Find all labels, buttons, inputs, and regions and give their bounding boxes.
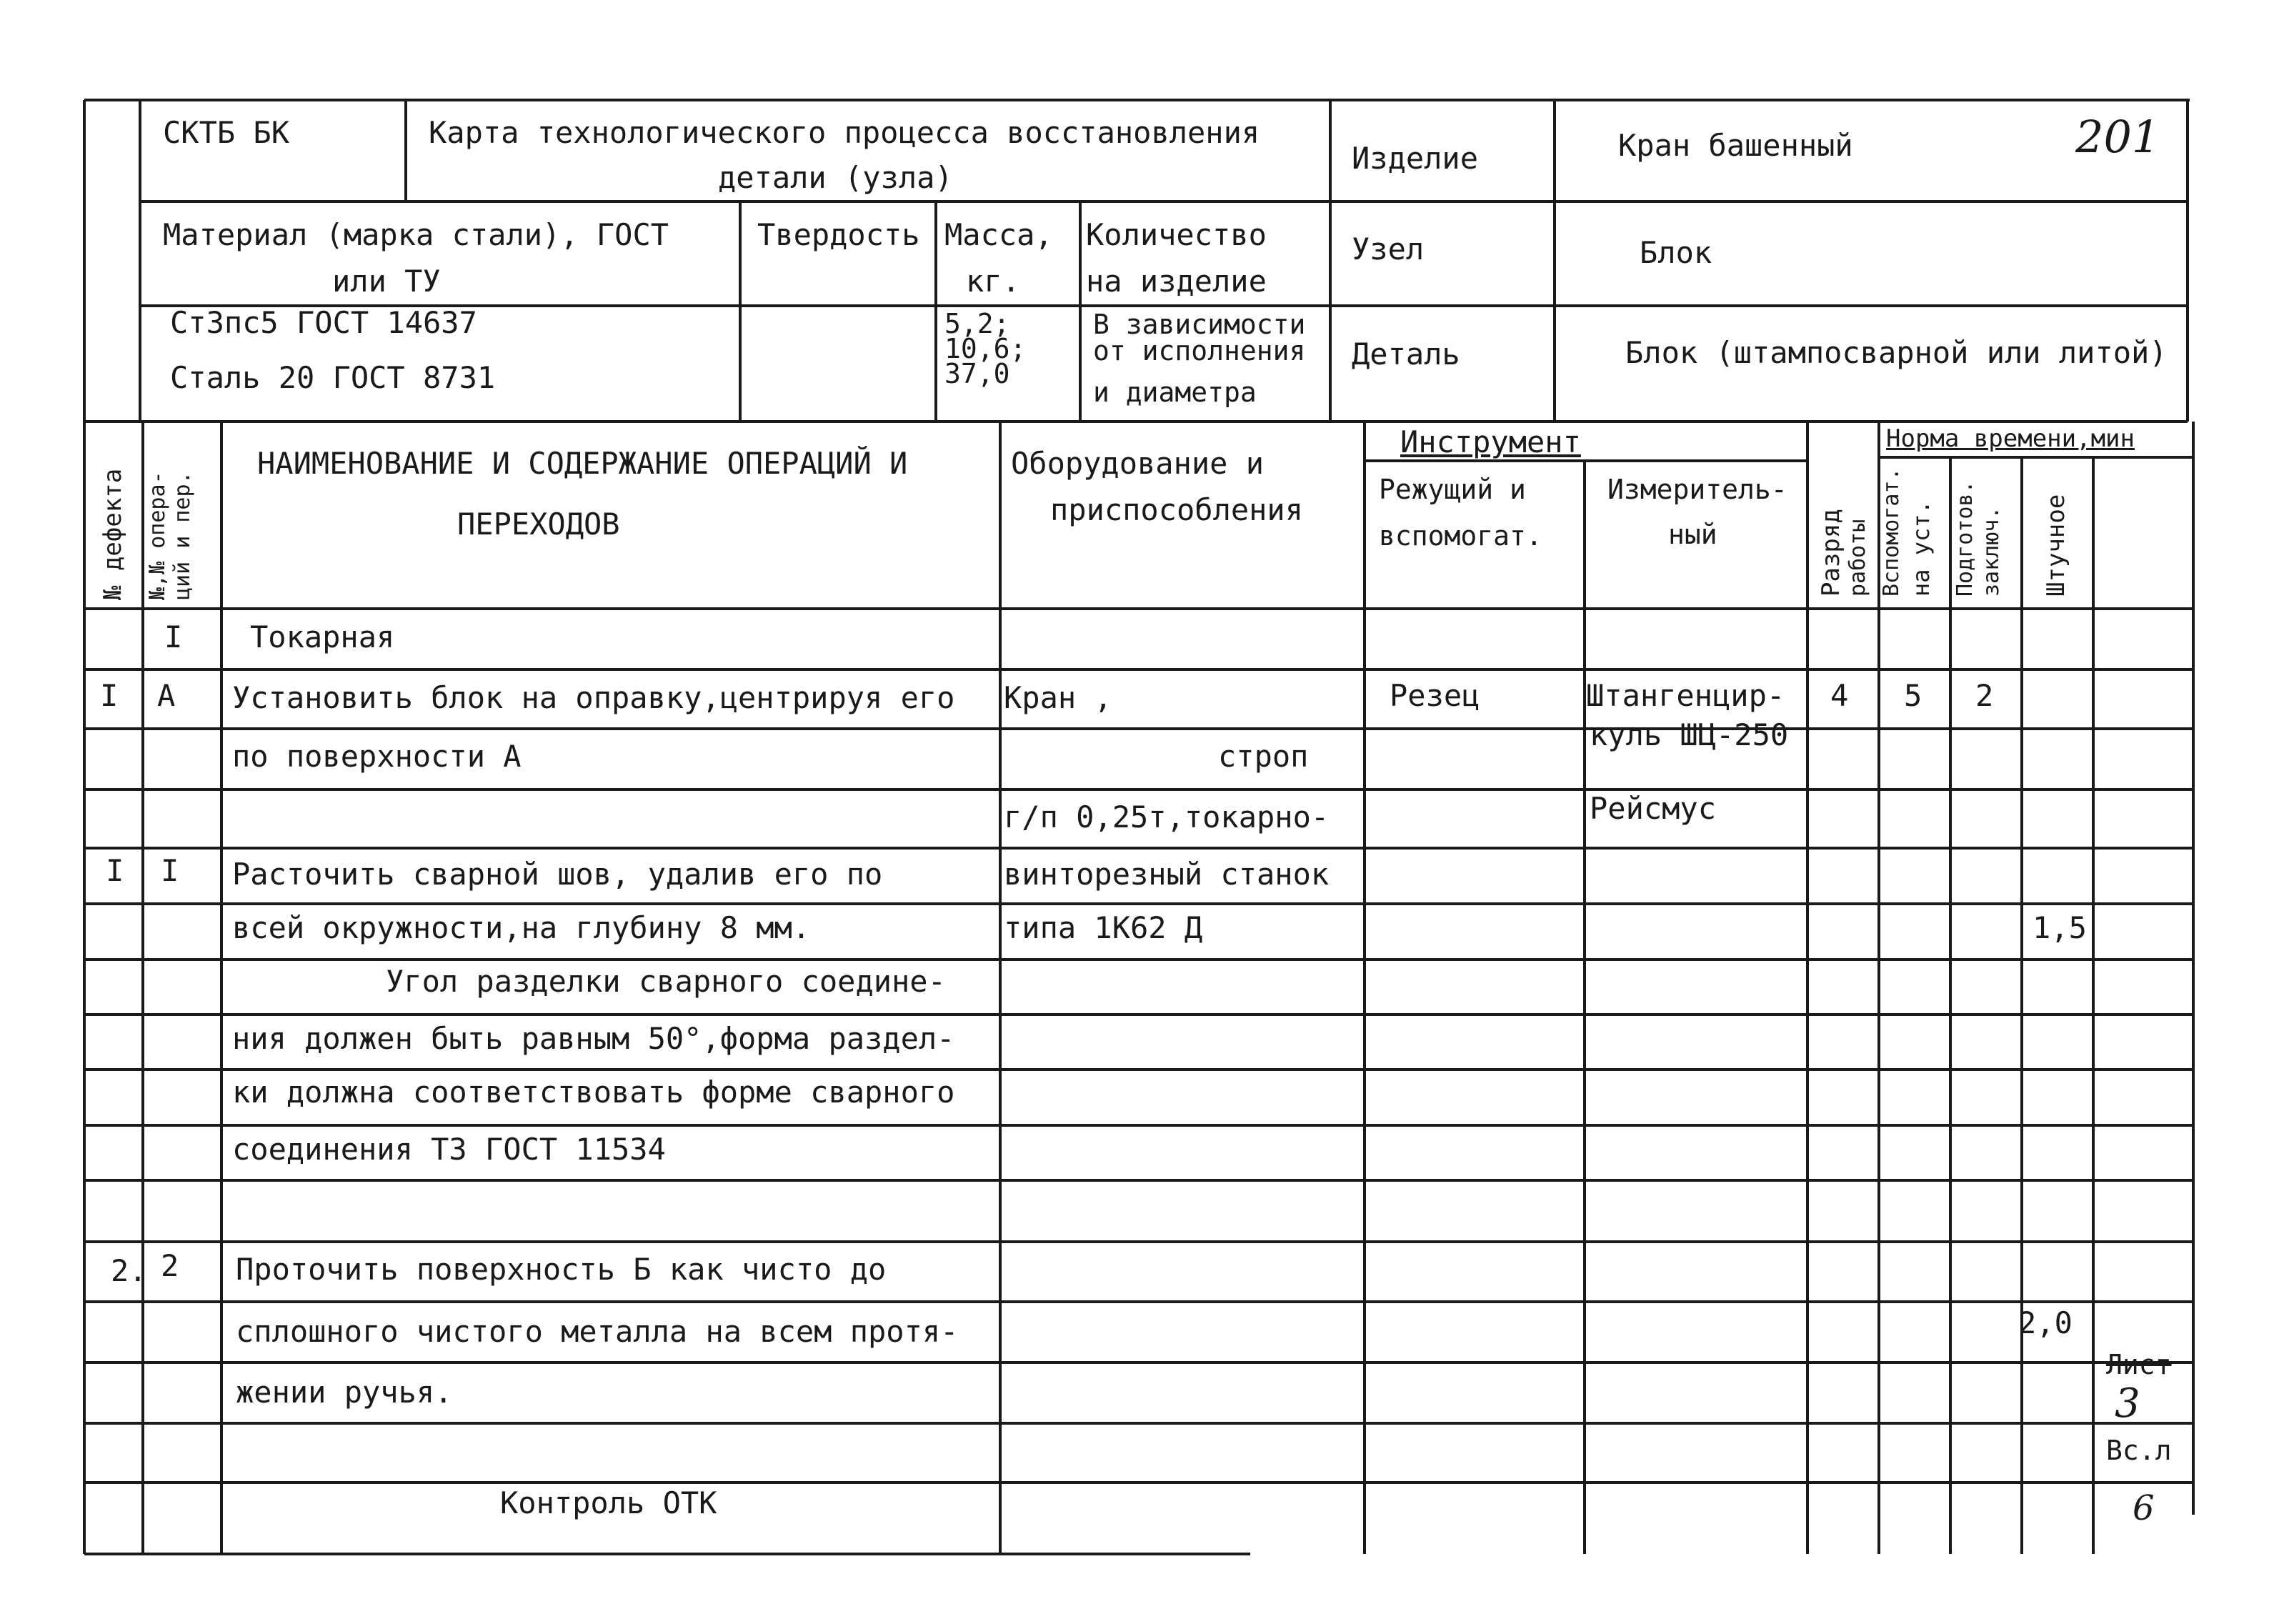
col-header-cut-line1: Режущий и (1379, 474, 1526, 505)
detal-value: Блок (штампосварной или литой) (1625, 335, 2168, 370)
row5-defect-number: I (106, 853, 124, 888)
detal-label: Деталь (1352, 337, 1460, 372)
card-title-line2: детали (узла) (718, 160, 953, 195)
row6-operation-text: всей окружности,на глубину 8 мм. (232, 910, 811, 945)
row2-rank: 4 (1830, 678, 1849, 713)
row13-piece-time: 2,0 (2018, 1305, 2073, 1340)
col-header-aux-1: Вспомогат. (1879, 467, 1904, 597)
col-header-rank-1: Разряд (1817, 509, 1845, 597)
col-header-piece: Штучное (2042, 494, 2070, 597)
mass-label-line1: Масса, (944, 217, 1053, 252)
norm-group-header: Норма времени,мин (1886, 424, 2135, 453)
row14-operation-text: жении ручья. (236, 1375, 453, 1410)
mass-label-line2: кг. (966, 264, 1020, 299)
col-header-meas-line1: Измеритель- (1607, 474, 1787, 505)
row10-operation-text: соединения Т3 ГОСТ 11534 (232, 1132, 666, 1167)
material-value-line2: Сталь 20 ГОСТ 8731 (170, 360, 496, 395)
col-header-op-2: ций и пер. (170, 471, 195, 600)
col-header-prep-2: заключ. (1979, 506, 2004, 597)
material-label-line2: или ТУ (332, 264, 441, 299)
row5-operation-text: Расточить сварной шов, удалив его по (232, 857, 883, 892)
izdelie-label: Изделие (1352, 141, 1479, 176)
col-header-equip-line1: Оборудование и (1011, 446, 1265, 481)
mass-value-2: 10,6; (944, 333, 1027, 364)
row2-measuring-tool: Штангенцир- (1586, 678, 1785, 713)
row2-cutting-tool: Резец (1390, 678, 1480, 713)
col-header-meas-line2: ный (1668, 519, 1717, 550)
sheet-number: 3 (2115, 1380, 2140, 1427)
qty-label-line2: на изделие (1086, 264, 1267, 299)
row9-operation-text: ки должна соответствовать форме сварного (232, 1075, 955, 1110)
row2-aux-time: 5 (1904, 678, 1923, 713)
row12-defect-number: 2. (111, 1253, 147, 1288)
row6-piece-time: 1,5 (2033, 910, 2087, 945)
sheet-label: Лист (2106, 1349, 2172, 1380)
row13-operation-text: сплошного чистого металла на всем протя- (236, 1314, 959, 1349)
row2-equipment: Кран , (1004, 680, 1112, 715)
izdelie-value: Кран башенный (1618, 128, 1853, 163)
row5-equipment: винторезный станок (1004, 857, 1330, 892)
card-title-line1: Карта технологического процесса восстановления (429, 115, 1260, 150)
row4-measuring-tool: Рейсмус (1590, 791, 1717, 826)
uzel-value: Блок (1640, 235, 1712, 270)
total-sheets-number: 6 (2133, 1488, 2155, 1528)
col-header-rank-2: работы (1845, 519, 1870, 597)
row2-prep-time: 2 (1975, 678, 1994, 713)
row1-op-number: I (164, 619, 183, 654)
col-header-defect: № дефекта (99, 468, 127, 600)
row8-operation-text: ния должен быть равным 50°,форма раздел- (232, 1021, 955, 1056)
row12-operation-text: Проточить поверхность Б как чисто до (236, 1252, 887, 1287)
qty-value-line2: от исполнения (1093, 335, 1306, 367)
row1-operation-name: Токарная (250, 619, 395, 654)
total-sheets-label: Вс.л (2106, 1435, 2172, 1466)
col-header-prep-1: Подготов. (1953, 480, 1978, 597)
col-header-name-line1: НАИМЕНОВАНИЕ И СОДЕРЖАНИЕ ОПЕРАЦИЙ И (257, 446, 908, 481)
material-label-line1: Материал (марка стали), ГОСТ (163, 217, 669, 252)
material-value-line1: Ст3пс5 ГОСТ 14637 (170, 305, 477, 340)
uzel-label: Узел (1352, 231, 1425, 266)
col-header-op-1: №,№ опера- (145, 471, 170, 600)
handwritten-page-number: 201 (2075, 111, 2160, 163)
qty-value-line1: В зависимости (1093, 309, 1306, 340)
row3-measuring-tool: куль ШЦ-250 (1590, 717, 1789, 752)
col-header-name-line2: ПЕРЕХОДОВ (457, 507, 620, 542)
row2-defect-number: I (100, 678, 119, 713)
row2-op-number: А (157, 678, 176, 713)
col-header-aux-2: на уст. (1908, 500, 1935, 597)
qty-label-line1: Количество (1086, 217, 1267, 252)
row6-equipment: типа 1К62 Д (1004, 910, 1203, 945)
col-header-equip-line2: приспособления (1050, 492, 1304, 527)
mass-value-1: 5,2; (944, 308, 1010, 339)
row12-op-number: 2 (161, 1248, 179, 1283)
mass-value-3: 37,0 (944, 358, 1010, 389)
hardness-label: Твердость (757, 217, 920, 252)
row7-operation-text: Угол разделки сварного соедине- (386, 964, 946, 999)
instrument-group-header: Инструмент (1400, 424, 1581, 459)
row16-quality-control: Контроль ОТК (500, 1485, 717, 1520)
qty-value-line3: и диаметра (1093, 377, 1257, 408)
row3-equipment: строп (1218, 739, 1309, 774)
row4-equipment: г/п 0,25т,токарно- (1004, 799, 1330, 835)
col-header-cut-line2: вспомогат. (1379, 520, 1542, 552)
org-name: СКТБ БК (163, 115, 290, 150)
row3-operation-text: по поверхности А (232, 739, 522, 774)
row2-operation-text: Установить блок на оправку,центрируя его (232, 680, 955, 715)
row5-op-number: I (161, 853, 179, 888)
